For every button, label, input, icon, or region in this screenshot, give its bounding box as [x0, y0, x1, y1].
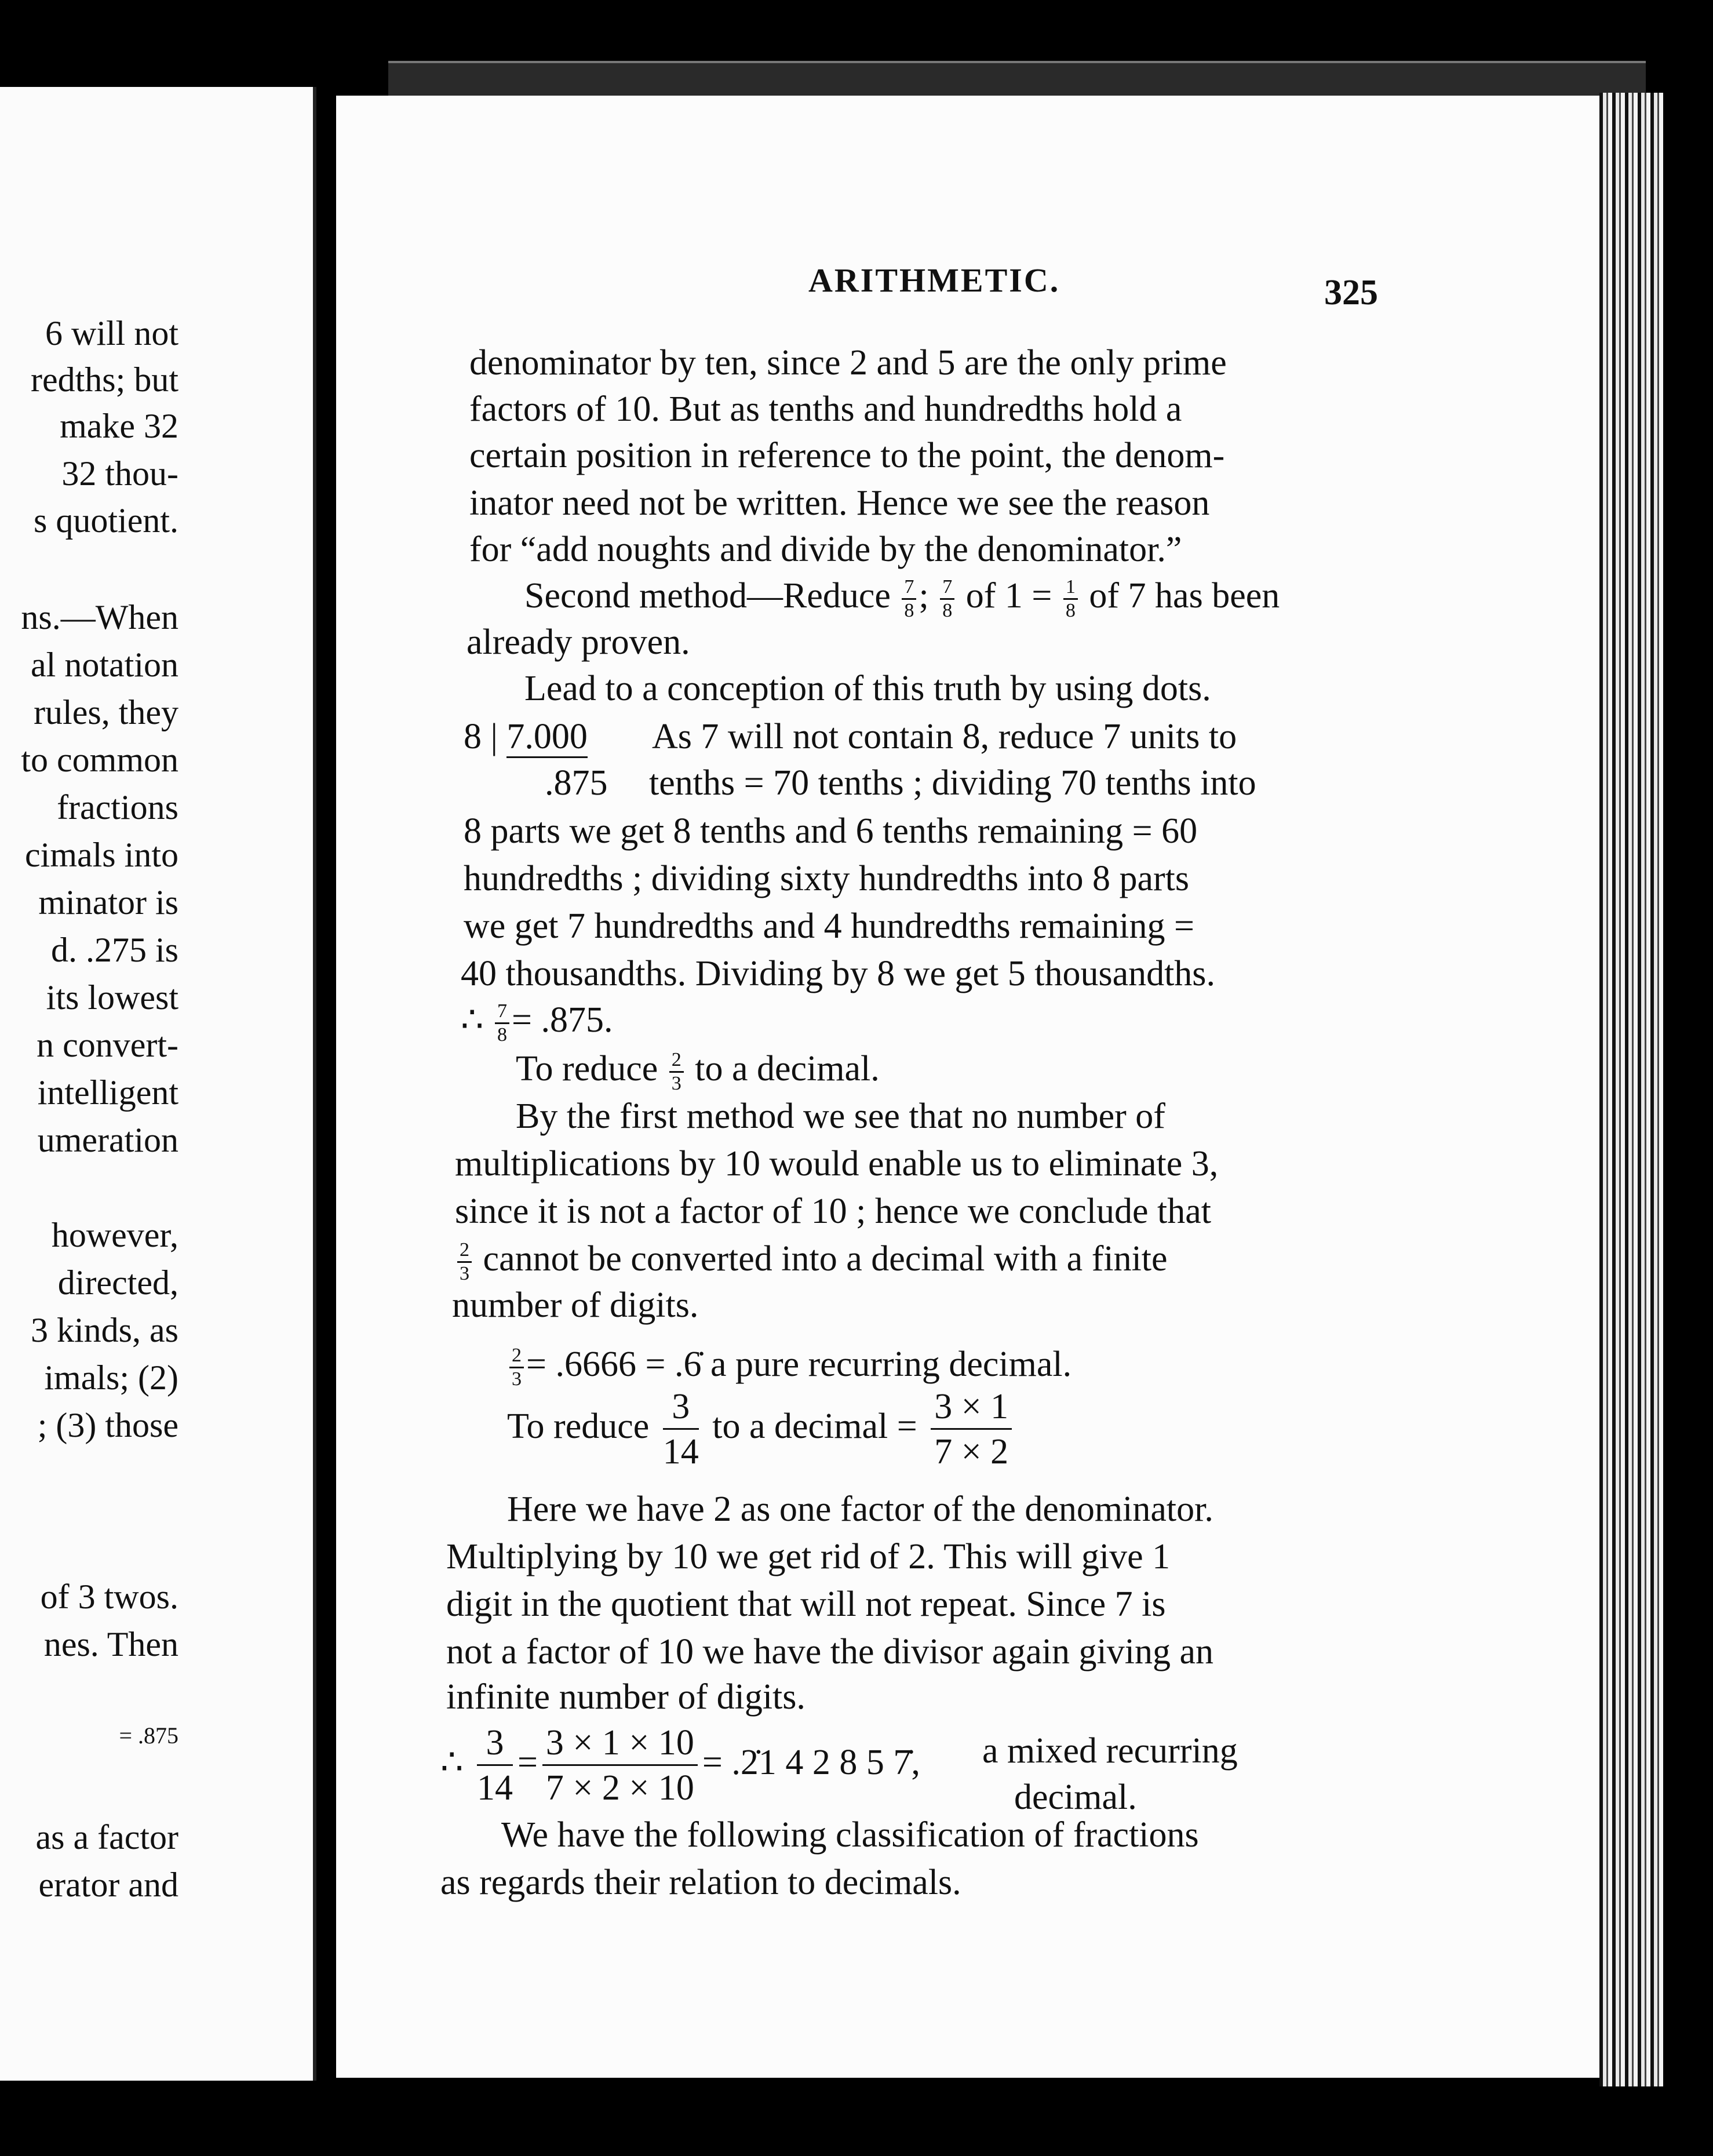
fraction-numerator: 1: [1063, 577, 1078, 600]
book-top-edge: [388, 61, 1646, 97]
left-line: n convert-: [37, 1026, 178, 1064]
fraction-numerator: 2: [509, 1346, 524, 1368]
left-line: make 32: [60, 407, 178, 445]
text-line: infinite number of digits.: [446, 1677, 806, 1717]
fraction-denominator: 3: [460, 1263, 470, 1285]
text-line: [516, 1048, 880, 1094]
running-head: ARITHMETIC.: [808, 261, 1060, 299]
left-line: 6 will not: [45, 314, 178, 352]
fraction: [495, 1001, 509, 1045]
text-line: Here we have 2 as one factor of the denominator.: [507, 1489, 1213, 1529]
left-line: 32 thou-: [61, 454, 178, 493]
therefore-symbol: ∴: [461, 1000, 484, 1040]
text-line: [507, 1343, 1071, 1389]
text-span: To reduce: [516, 1049, 658, 1088]
text-line: multiplications by 10 would enable us to eliminate 3,: [455, 1144, 1219, 1183]
text-line: 8 parts we get 8 tenths and 6 tenths remaining = 60: [464, 811, 1198, 851]
fraction-numerator: 3: [477, 1724, 513, 1766]
text-line: hundredths ; dividing sixty hundredths into 8 parts: [464, 859, 1189, 898]
fraction-numerator: 2: [669, 1050, 684, 1073]
left-line: as a factor: [35, 1818, 178, 1856]
text-span: to a decimal.: [695, 1049, 880, 1088]
text-line: a mixed recurring: [982, 1731, 1238, 1771]
text-line: certain position in reference to the point, the denom-: [469, 436, 1225, 475]
text-span: of 1 =: [965, 576, 1052, 616]
text-line: decimal.: [1014, 1778, 1137, 1817]
fraction-denominator: 7 × 2: [934, 1432, 1009, 1472]
text-span: =: [517, 1742, 538, 1782]
text-line: as regards their relation to decimals.: [440, 1863, 961, 1902]
text-span: = .875.: [512, 1000, 613, 1040]
text-line: inator need not be written. Hence we see the reason: [469, 483, 1210, 523]
fraction-numerator: 7: [495, 1001, 509, 1024]
left-facing-page: [0, 87, 316, 2081]
fraction-denominator: 8: [942, 600, 953, 622]
left-line: s quotient.: [34, 501, 178, 540]
left-line: ; (3) those: [37, 1406, 178, 1444]
text-span: of 7 has been: [1089, 576, 1280, 616]
left-line: 3 kinds, as: [31, 1311, 178, 1349]
left-line: rules, they: [34, 693, 178, 731]
text-line: By the first method we see that no number of: [516, 1097, 1165, 1136]
fraction: [931, 1388, 1012, 1471]
fraction: [509, 1346, 524, 1389]
therefore-symbol: ∴: [440, 1742, 464, 1782]
left-line: to common: [21, 741, 178, 779]
left-line: minator is: [38, 883, 178, 922]
fraction-denominator: 8: [1065, 600, 1076, 622]
left-line: = .875: [119, 1722, 178, 1749]
text-line: [461, 999, 613, 1045]
fraction: [669, 1050, 684, 1094]
text-line: number of digits.: [452, 1285, 699, 1325]
text-line: denominator by ten, since 2 and 5 are the only prime: [469, 343, 1227, 383]
left-line: d. .275 is: [50, 931, 178, 969]
fraction: [902, 577, 916, 621]
fraction-numerator: 2: [457, 1240, 472, 1263]
text-line: already proven.: [466, 622, 690, 662]
text-line: [507, 1388, 1016, 1471]
left-line: ns.—When: [21, 598, 178, 636]
text-span: Second method—Reduce: [524, 576, 891, 616]
text-span: cannot be converted into a decimal with a finite: [483, 1239, 1168, 1279]
fraction: [1063, 577, 1078, 621]
text-line: [524, 575, 1280, 621]
fraction: [663, 1388, 699, 1471]
text-line: 40 thousandths. Dividing by 8 we get 5 thousandths.: [461, 954, 1215, 993]
text-span: ;: [919, 576, 929, 616]
fraction-denominator: 14: [476, 1768, 513, 1808]
text-line: [440, 1724, 920, 1807]
text-span: to a decimal =: [712, 1406, 917, 1446]
fraction: [940, 577, 954, 621]
text-line: not a factor of 10 we have the divisor again giving an: [446, 1632, 1213, 1671]
text-line: Lead to a conception of this truth by using dots.: [524, 669, 1211, 708]
text-line: for “add noughts and divide by the denominator.”: [469, 530, 1182, 569]
left-line: its lowest: [46, 978, 178, 1017]
text-line: we get 7 hundredths and 4 hundredths remaining =: [464, 906, 1194, 946]
text-line: tenths = 70 tenths ; dividing 70 tenths into: [649, 763, 1256, 803]
text-line: factors of 10. But as tenths and hundredths hold a: [469, 389, 1182, 429]
left-line: erator and: [38, 1866, 178, 1904]
division-divisor: 8 |: [464, 717, 498, 756]
left-line: of 3 twos.: [40, 1578, 178, 1616]
text-span: = .2̇1 4 2 8 5 7̇,: [702, 1742, 920, 1782]
fraction-denominator: 8: [904, 600, 914, 622]
fraction-denominator: 14: [662, 1432, 699, 1472]
text-line: We have the following classification of fractions: [501, 1815, 1199, 1855]
left-line: umeration: [37, 1121, 178, 1159]
fraction-numerator: 3 × 1: [931, 1388, 1012, 1430]
text-line: since it is not a factor of 10 ; hence we conclude that: [455, 1192, 1211, 1231]
fraction: [477, 1724, 513, 1807]
left-line: fractions: [57, 788, 178, 826]
left-line: nes. Then: [43, 1625, 178, 1663]
left-line: intelligent: [37, 1073, 178, 1112]
fraction-numerator: 3 × 1 × 10: [542, 1724, 698, 1766]
text-line: As 7 will not contain 8, reduce 7 units to: [652, 717, 1237, 756]
fraction-numerator: 3: [663, 1388, 699, 1430]
text-line: Multiplying by 10 we get rid of 2. This will give 1: [446, 1537, 1171, 1576]
division-dividend: 7.000: [506, 717, 588, 758]
fraction-denominator: 3: [671, 1073, 681, 1095]
text-span: To reduce: [507, 1406, 650, 1446]
page-edges: [1599, 93, 1663, 2086]
fraction-denominator: 3: [512, 1368, 522, 1390]
fraction: [542, 1724, 698, 1807]
text-line: digit in the quotient that will not repeat. Since 7 is: [446, 1585, 1166, 1624]
fraction-denominator: 7 × 2 × 10: [545, 1768, 694, 1808]
left-line: cimals into: [25, 836, 178, 874]
text-span: = .6666 = .6̇ a pure recurring decimal.: [526, 1345, 1072, 1384]
left-line: imals; (2): [44, 1359, 178, 1397]
long-division: [464, 716, 588, 757]
left-line: however,: [51, 1216, 178, 1254]
page-number: 325: [1324, 273, 1378, 312]
fraction-numerator: 7: [940, 577, 954, 600]
fraction-numerator: 7: [902, 577, 916, 600]
division-quotient: .875: [545, 763, 608, 803]
text-line: [455, 1238, 1168, 1284]
left-line: redths; but: [31, 360, 178, 399]
fraction-denominator: 8: [497, 1024, 507, 1046]
left-line: al notation: [31, 646, 178, 684]
left-line: directed,: [57, 1263, 178, 1302]
fraction: [457, 1240, 472, 1284]
